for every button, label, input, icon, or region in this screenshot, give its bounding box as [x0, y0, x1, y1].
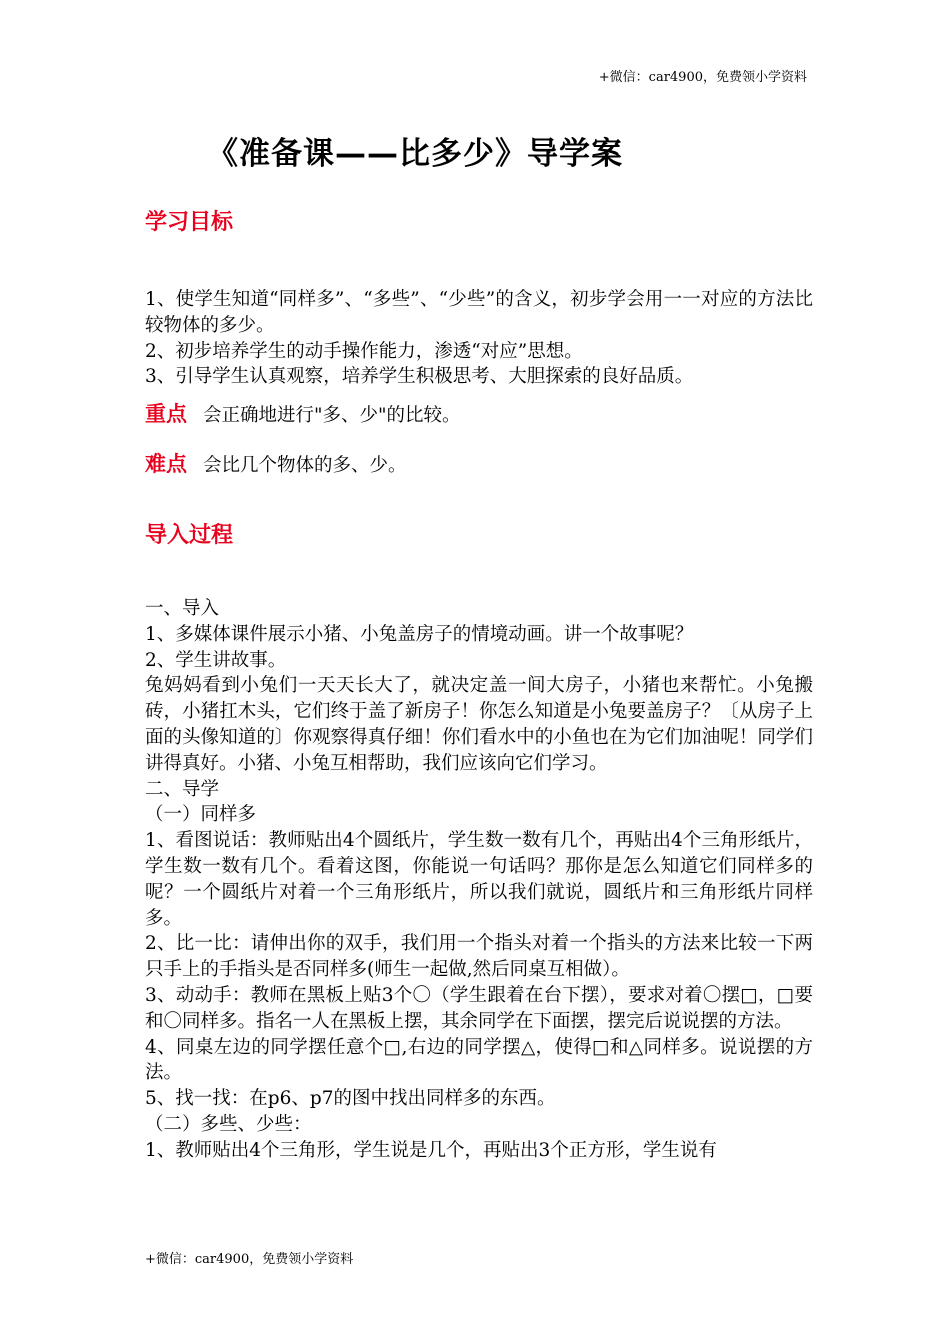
objectives-heading: 学习目标 — [145, 210, 234, 235]
process-paragraph: 1、多媒体课件展示小猪、小兔盖房子的情境动画。讲一个故事呢？ — [145, 623, 694, 645]
process-paragraph: 1、看图说话：教师贴出4个圆纸片，学生数一数有几个，再贴出4个三角形纸片，学生数一数有几个。看着这图，你能说一句话吗？那你是怎么知道它们同样多的呢？一个圆纸片对着一个三角形纸片，所以我们就说，圆纸片和三角形纸片同样多。 — [145, 830, 813, 929]
footer-note: +微信：car4900，免费领小学资料 — [145, 1252, 354, 1267]
process-paragraph: （二）多些、少些： — [145, 1113, 312, 1135]
process-paragraph: 5、找一找：在p6、p7的图中找出同样多的东西。 — [145, 1088, 556, 1110]
difficulty-point — [145, 448, 407, 478]
key-point-text: 会正确地进行"多、少"的比较。 — [203, 405, 461, 426]
process-paragraph: 兔妈妈看到小兔们一天天长大了，就决定盖一间大房子，小猪也来帮忙。小兔搬砖，小猪扛木头，它们终于盖了新房子！你怎么知道是小兔要盖房子？〔从房子上面的头像知道的〕你观察得真仔细！你们看水中的小鱼也在为它们加油呢！同学们讲得真好。小猪、小兔互相帮助，我们应该向它们学习。 — [145, 675, 813, 774]
document-title: 《准备课——比多少》导学案 — [207, 136, 623, 172]
process-paragraph: 一、导入 — [145, 598, 220, 619]
process-paragraph: 3、动动手：教师在黑板上贴3个〇（学生跟着在台下摆），要求对着〇摆□，□要和〇同样多。指名一人在黑板上摆，其余同学在下面摆，摆完后说说摆的方法。 — [145, 984, 813, 1032]
process-paragraph: 1、教师贴出4个三角形，学生说是几个，再贴出3个正方形，学生说有 — [145, 1139, 717, 1161]
objective-item: 1、使学生知道“同样多”、“多些”、“少些”的含义，初步学会用一一对应的方法比较物体的多少。 — [145, 289, 813, 336]
key-point-label: 重点 — [145, 402, 187, 426]
process-content — [145, 596, 813, 1164]
difficulty-text: 会比几个物体的多、少。 — [203, 455, 407, 476]
objectives-list — [145, 287, 813, 390]
process-paragraph: 2、比一比：请伸出你的双手，我们用一个指头对着一个指头的方法来比较一下两只手上的手指头是否同样多(师生一起做,然后同桌互相做）。 — [145, 933, 813, 981]
process-paragraph: 二、导学 — [145, 778, 220, 800]
key-point — [145, 398, 461, 428]
process-heading: 导入过程 — [145, 523, 234, 548]
process-paragraph: 2、学生讲故事。 — [145, 649, 287, 671]
process-paragraph: （一）同样多 — [145, 804, 257, 826]
objective-item: 2、初步培养学生的动手操作能力，渗透“对应”思想。 — [145, 340, 583, 362]
process-paragraph: 4、同桌左边的同学摆任意个□,右边的同学摆△，使得□和△同样多。说说摆的方法。 — [145, 1036, 813, 1084]
header-note: +微信：car4900，免费领小学资料 — [598, 70, 807, 85]
difficulty-label: 难点 — [145, 452, 187, 476]
objective-item: 3、引导学生认真观察，培养学生积极思考、大胆探索的良好品质。 — [145, 366, 694, 388]
